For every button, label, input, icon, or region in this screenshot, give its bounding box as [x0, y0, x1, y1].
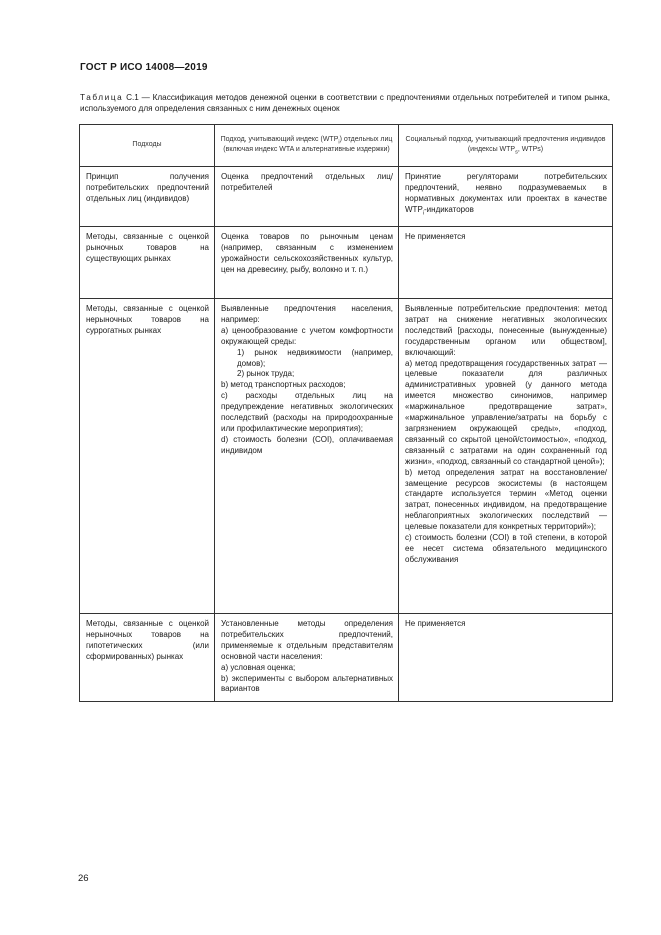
list-item: с) расходы отдельных лиц на предупреждение негативных экологических последствий (расходы на природоохранные или профилактические мероприятия); [221, 391, 393, 433]
row2-individual: Оценка товаров по рыночным ценам (например, связанным с изменением урожайности сельскохозяйственных культур, цен на древесину, рыбу, волокно и т. п.) [215, 227, 399, 299]
row4-approach: Методы, связанные с оценкой нерыночных товаров на гипотетических (или сформированных) рынках [80, 614, 215, 702]
table-row [80, 299, 613, 614]
list-item: а) ценообразование с учетом комфортности окружающей среды: [221, 325, 393, 346]
header-approaches: Подходы [80, 125, 215, 167]
list-item: 1) рынок недвижимости (например, домов); [237, 347, 393, 368]
list-item: b) метод транспортных расходов; [221, 380, 346, 390]
row2-social: Не применяется [399, 227, 613, 299]
list-item: 2) рынок труда; [237, 369, 295, 379]
classification-table [79, 124, 613, 702]
table-header-row [80, 125, 613, 167]
row2-approach: Методы, связанные с оценкой рыночных товаров на существующих рынках [80, 227, 215, 299]
header-individual-approach: Подход, учитывающий индекс $(WTP_i)$ отдельных лиц (включая индекс WTA и альтернативные издержки) [215, 125, 399, 167]
list-item: Выявленные предпочтения населения, например: [221, 304, 393, 324]
row3-approach: Методы, связанные с оценкой нерыночных товаров на суррогатных рынках [80, 299, 215, 614]
row1-social: Принятие регуляторами потребительских предпочтений, неявно подразумеваемых в нормативных документах или проектах в качестве $WTP_i$-индикаторов [399, 167, 613, 227]
list-item: d) стоимость болезни (COI), оплачиваемая индивидом [221, 434, 393, 455]
row3-social [399, 299, 613, 614]
list-item: Выявленные потребительские предпочтения: метод затрат на снижение негативных экологических последствий [расходы, понесенные (вынужденные) государственным органом или обществом], включающий: [405, 304, 607, 357]
row1-approach: Принцип получения потребительских предпочтений отдельных лиц (индивидов) [80, 167, 215, 227]
row4-individual [215, 614, 399, 702]
list-item: а) метод предотвращения государственных затрат — целевые показатели для различных административных уровней (у данного метода имеется множество синонимов, например «маржинальное предотвращение затрат», «маржинальное управление/затраты на борьбу с загрязнением окружающей среды», «подход, связанный со скрытой ценой/стоимостью», «подход, связанный с затратами на один сохраненный год жизни», «подход, связанный со стандартной ценой»); [405, 358, 607, 466]
table-row [80, 167, 613, 227]
list-item: а) условная оценка; [221, 662, 296, 672]
table-number: С.1 [126, 93, 139, 102]
list-item: b) метод определения затрат на восстановление/замещение ресурсов экосистемы (в настоящем стандарте используется термин «Метод оценки затрат, понесенных индивидом, на предотвращение неблагоприятных экологических последствий — целевые показатели для конкретных территорий»); [405, 467, 607, 532]
header-social-approach: Социальный подход, учитывающий предпочтения индивидов (индексы $WTP_s$, WTPs) [399, 125, 613, 167]
table-caption [80, 92, 610, 114]
table-label: Таблица [80, 93, 124, 102]
row4-social: Не применяется [399, 614, 613, 702]
row3-individual [215, 299, 399, 614]
table-row [80, 614, 613, 702]
list-item: с) стоимость болезни (COI) в той степени, в которой ее несет система обязательного медицинского обслуживания [405, 533, 607, 564]
list-item: Установленные методы определения потребительских предпочтений, применяемые к отдельным представителям основной части населения: [221, 619, 393, 661]
caption-text: — Классификация методов денежной оценки в соответствии с предпочтениями отдельных потребителей и типом рынка, используемого для определения связанных с ним денежных оценок [80, 93, 610, 113]
row1-individual: Оценка предпочтений отдельных лиц/потребителей [215, 167, 399, 227]
list-item: b) эксперименты с выбором альтернативных вариантов [221, 673, 393, 694]
table-row [80, 227, 613, 299]
page-number: 26 [78, 873, 89, 884]
document-header: ГОСТ Р ИСО 14008—2019 [80, 62, 208, 73]
